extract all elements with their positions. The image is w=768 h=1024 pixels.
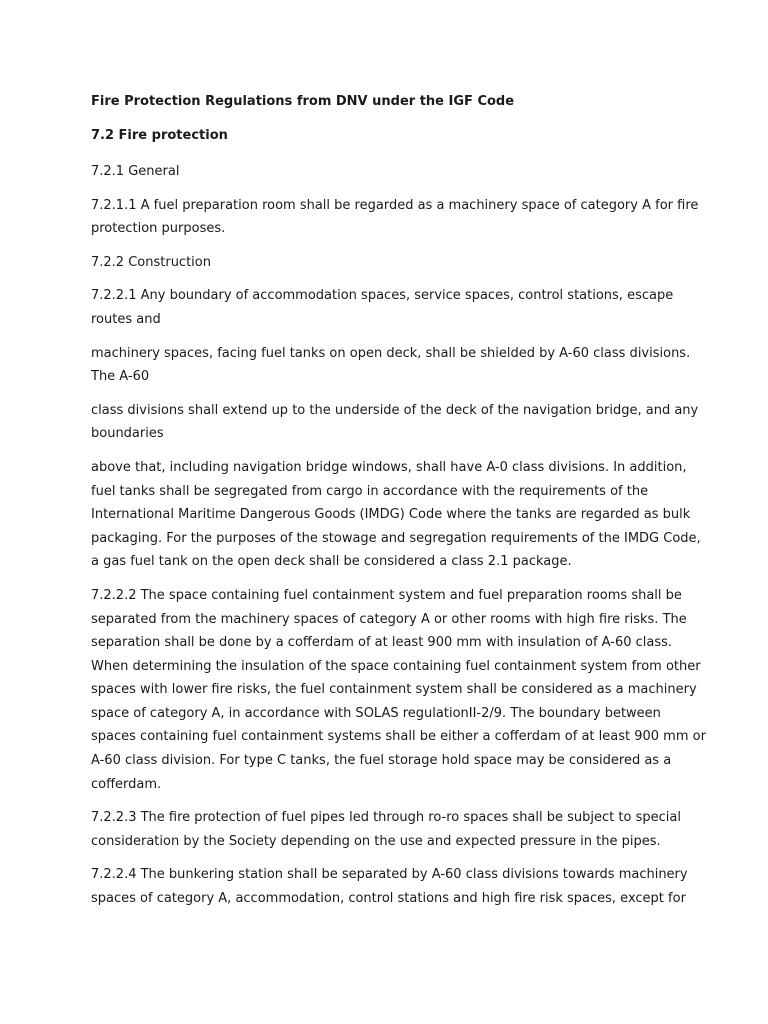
paragraph-7-2-1: 7.2.1 General xyxy=(91,164,180,179)
paragraph-7-2-2-1-cont-c: above that, including navigation bridge windows, shall have A-0 class divisions. In addition, fuel tanks shall be segregated from cargo in accordance with the requirements of the International Maritime Dangerous Goods (IMDG) Code where the tanks are regarded as bulk packaging. For the purposes of the stowage and segregation requirements of the IMDG Code, a gas fuel tank on the open deck shall be considered a class 2.1 package. xyxy=(91,459,701,570)
document-title: Fire Protection Regulations from DNV under the IGF Code xyxy=(91,94,515,109)
paragraph-7-2-1-1: 7.2.1.1 A fuel preparation room shall be regarded as a machinery space of category A for fire protection purposes. xyxy=(91,197,699,237)
section-heading: 7.2 Fire protection xyxy=(91,128,228,143)
paragraph-7-2-2-1-cont-b: class divisions shall extend up to the underside of the deck of the navigation bridge, and any boundaries xyxy=(91,402,699,442)
paragraph-7-2-2-4: 7.2.2.4 The bunkering station shall be separated by A-60 class divisions towards machinery spaces of category A, accommodation, control stations and high fire risk spaces, except for xyxy=(91,867,688,907)
paragraph-7-2-2: 7.2.2 Construction xyxy=(91,254,211,270)
paragraph-7-2-2-2: 7.2.2.2 The space containing fuel containment system and fuel preparation rooms shall be separated from the machinery spaces of category A or other rooms with high fire risks. The separation shall be done by a cofferdam of at least 900 mm with insulation of A-60 class. When determining the insulation of the space containing fuel containment system from other spaces with lower fire risks, the fuel containment system shall be considered as a machinery space of category A, in accordance with SOLAS regulationII-2/9. The boundary between spaces containing fuel containment systems shall be either a cofferdam of at least 900 mm or A-60 class division. For type C tanks, the fuel storage hold space may be considered as a cofferdam. xyxy=(91,587,706,792)
paragraph-7-2-2-1: 7.2.2.1 Any boundary of accommodation spaces, service spaces, control stations, escape routes and xyxy=(91,288,674,327)
paragraph-7-2-2-3: 7.2.2.3 The fire protection of fuel pipes led through ro-ro spaces shall be subject to special consideration by the Society depending on the use and expected pressure in the pipes. xyxy=(91,810,681,849)
paragraph-7-2-2-1-cont-a: machinery spaces, facing fuel tanks on open deck, shall be shielded by A-60 class divisions. The A-60 xyxy=(91,345,691,385)
